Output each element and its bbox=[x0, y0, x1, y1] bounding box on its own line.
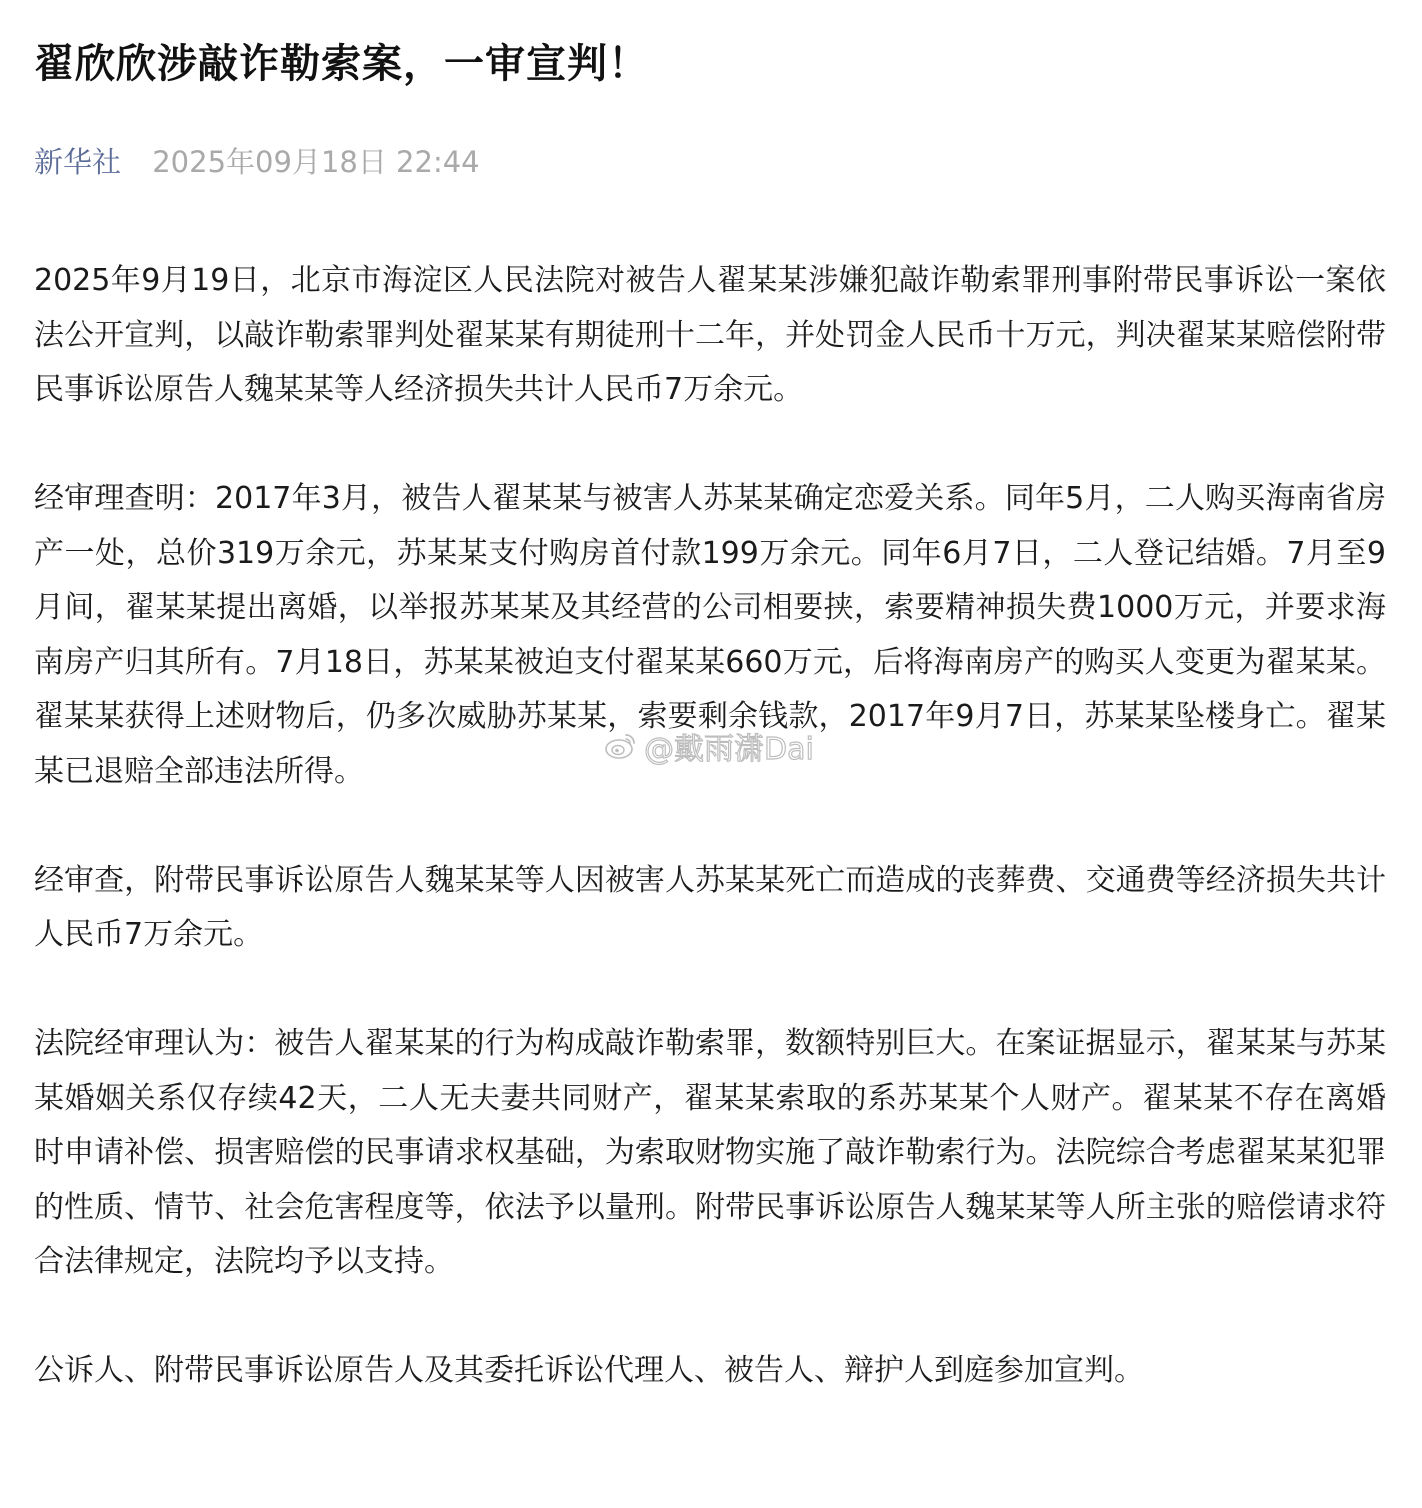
article bbox=[34, 32, 1386, 1399]
paragraph-attendance: 公诉人、附带民事诉讼原告人及其委托诉讼代理人、被告人、辩护人到庭参加宣判。 bbox=[34, 1353, 1144, 1388]
article-title: 翟欣欣涉敲诈勒索案，一审宣判！ bbox=[34, 41, 649, 87]
article-source[interactable]: 新华社 bbox=[34, 145, 122, 179]
article-datetime: 2025年09月18日 22:44 bbox=[152, 145, 480, 179]
paragraph-civil-claims: 经审查，附带民事诉讼原告人魏某某等人因被害人苏某某死亡而造成的丧葬费、交通费等经济损失共计人民币7万余元。 bbox=[34, 862, 1386, 952]
watermark-text: @戴雨潇Dai bbox=[644, 732, 814, 767]
paragraph-verdict: 2025年9月19日，北京市海淀区人民法院对被告人翟某某涉嫌犯敲诈勒索罪刑事附带民事诉讼一案依法公开宣判，以敲诈勒索罪判处翟某某有期徒刑十二年，并处罚金人民币十万元，判决翟某某赔偿附带民事诉讼原告人魏某某等人经济损失共计人民币7万余元。 bbox=[34, 263, 1386, 407]
paragraph-facts: 经审理查明：2017年3月，被告人翟某某与被害人苏某某确定恋爱关系。同年5月，二人购买海南省房产一处，总价319万余元，苏某某支付购房首付款199万余元。同年6月7日，二人登记结婚。7月至9月间，翟某某提出离婚，以举报苏某某及其经营的公司相要挟，索要精神损失费1000万元，并要求海南房产归其所有。7月18日，苏某某被迫支付翟某某660万元，后将海南房产的购买人变更为翟某某。翟某某获得上述财物后，仍多次威胁苏某某，索要剩余钱款，2017年9月7日，苏某某坠楼身亡。翟某某已退赔全部违法所得。 bbox=[34, 481, 1386, 789]
article-body bbox=[34, 254, 1386, 1399]
article-meta bbox=[34, 142, 1386, 182]
paragraph-court-opinion: 法院经审理认为：被告人翟某某的行为构成敲诈勒索罪，数额特别巨大。在案证据显示，翟某某与苏某某婚姻关系仅存续42天，二人无夫妻共同财产，翟某某索取的系苏某某个人财产。翟某某不存在离婚时申请补偿、损害赔偿的民事请求权基础，为索取财物实施了敲诈勒索行为。法院综合考虑翟某某犯罪的性质、情节、社会危害程度等，依法予以量刑。附带民事诉讼原告人魏某某等人所主张的赔偿请求符合法律规定，法院均予以支持。 bbox=[34, 1026, 1386, 1279]
